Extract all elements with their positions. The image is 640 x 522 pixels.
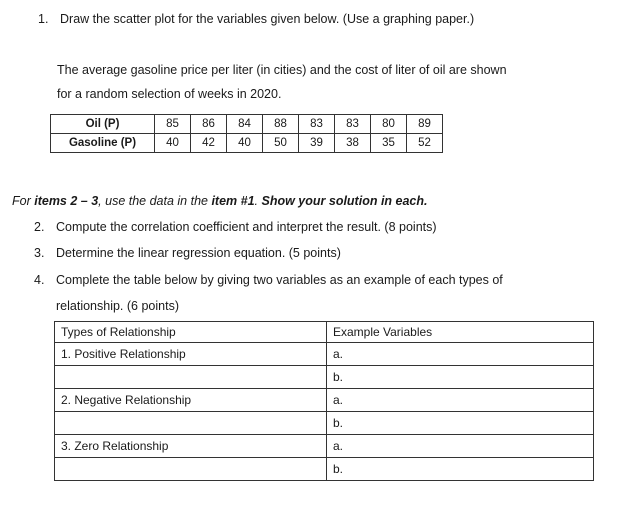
question-4-number: 4.	[34, 273, 45, 287]
relationship-type: 3. Zero Relationship	[55, 435, 327, 458]
question-3-text: Determine the linear regression equation. (5 points)	[56, 246, 341, 260]
example-variable: b.	[327, 458, 594, 481]
table-header-row	[55, 322, 594, 343]
relationship-type	[55, 458, 327, 481]
table-cell: 85	[155, 115, 191, 134]
table-cell: 40	[155, 134, 191, 153]
question-2-number: 2.	[34, 220, 45, 234]
example-variable: a.	[327, 389, 594, 412]
row-label-gasoline: Gasoline (P)	[51, 134, 155, 153]
example-variable: b.	[327, 366, 594, 389]
example-variable: b.	[327, 412, 594, 435]
instruction-part-2: , use the data in the	[98, 194, 212, 208]
question-4-continuation: relationship. (6 points)	[56, 299, 179, 313]
question-2-text: Compute the correlation coefficient and interpret the result. (8 points)	[56, 220, 437, 234]
table-cell: 50	[263, 134, 299, 153]
instruction-items: items 2 – 3	[34, 194, 99, 208]
question-1-text: Draw the scatter plot for the variables given below. (Use a graphing paper.)	[60, 12, 475, 26]
data-table	[50, 114, 443, 153]
instruction-part-1: For	[12, 194, 35, 208]
example-variable: a.	[327, 435, 594, 458]
instruction	[12, 194, 428, 208]
table-cell: 35	[371, 134, 407, 153]
table-row	[55, 366, 594, 389]
table-cell: 39	[299, 134, 335, 153]
table-row	[55, 458, 594, 481]
instruction-show-solution: Show your solution in each.	[261, 194, 428, 208]
table-cell: 52	[407, 134, 443, 153]
example-variable: a.	[327, 343, 594, 366]
table-row	[55, 389, 594, 412]
table-cell: 42	[191, 134, 227, 153]
relationship-type: 2. Negative Relationship	[55, 389, 327, 412]
instruction-part-3: .	[254, 194, 262, 208]
relationship-type: 1. Positive Relationship	[55, 343, 327, 366]
header-types: Types of Relationship	[55, 322, 327, 343]
instruction-item-ref: item #1	[211, 194, 255, 208]
table-cell: 80	[371, 115, 407, 134]
question-4-text: Complete the table below by giving two variables as an example of each types of	[56, 273, 503, 287]
table-row	[55, 412, 594, 435]
relationship-table	[54, 321, 594, 481]
intro-line-1: The average gasoline price per liter (in cities) and the cost of liter of oil are shown	[57, 63, 507, 77]
question-3-number: 3.	[34, 246, 45, 260]
row-label-oil: Oil (P)	[51, 115, 155, 134]
relationship-type	[55, 412, 327, 435]
table-cell: 84	[227, 115, 263, 134]
question-3	[34, 246, 341, 260]
table-cell: 83	[299, 115, 335, 134]
table-row	[51, 134, 443, 153]
question-4	[34, 273, 503, 287]
table-cell: 88	[263, 115, 299, 134]
header-examples: Example Variables	[327, 322, 594, 343]
table-row	[55, 343, 594, 366]
relationship-type	[55, 366, 327, 389]
table-row	[55, 435, 594, 458]
question-1-number: 1.	[38, 12, 49, 26]
table-cell: 40	[227, 134, 263, 153]
table-cell: 38	[335, 134, 371, 153]
table-cell: 86	[191, 115, 227, 134]
table-cell: 89	[407, 115, 443, 134]
table-row	[51, 115, 443, 134]
intro-line-2: for a random selection of weeks in 2020.	[57, 87, 282, 101]
question-1	[38, 12, 474, 26]
table-cell: 83	[335, 115, 371, 134]
question-2	[34, 220, 437, 234]
